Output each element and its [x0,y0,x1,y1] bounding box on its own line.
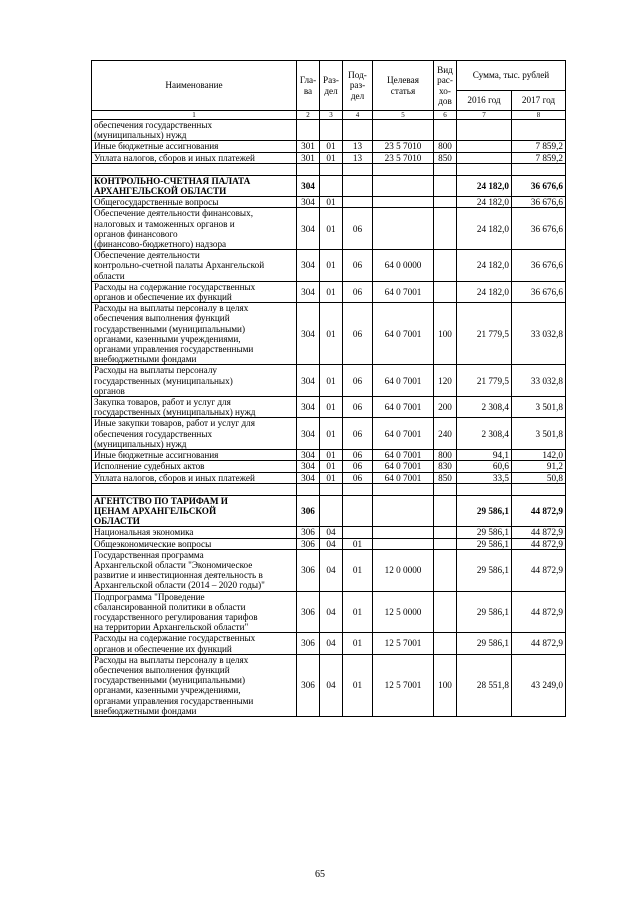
cell-section: 04 [320,591,343,633]
cell-target-article: 12 0 0000 [373,549,434,591]
cell-expense-type [434,175,457,196]
cell-sum-2017: 44 872,9 [512,591,566,633]
table-body [92,120,566,717]
cell-sum-2016: 21 779,5 [457,303,512,365]
cell-sum-2016: 33,5 [457,472,512,483]
spacer-cell [373,483,434,495]
cell-subsection [343,120,373,141]
cell-chapter: 306 [297,527,320,538]
cell-name: обеспечения государственных (муниципальных) нужд [92,120,297,141]
cell-chapter: 304 [297,281,320,302]
cell-sum-2016: 60,6 [457,461,512,472]
cell-target-article: 64 0 7001 [373,397,434,418]
cell-expense-type: 800 [434,450,457,461]
cell-target-article [373,175,434,196]
spacer-cell [343,483,373,495]
cell-expense-type [434,633,457,654]
table-row [92,450,566,461]
section-header-row [92,495,566,527]
table-row [92,120,566,141]
cell-target-article [373,208,434,250]
column-number: 3 [320,111,343,120]
cell-chapter: 304 [297,418,320,450]
cell-section: 01 [320,152,343,163]
cell-chapter: 304 [297,365,320,397]
cell-sum-2017: 50,8 [512,472,566,483]
cell-target-article [373,538,434,549]
cell-expense-type: 200 [434,397,457,418]
cell-section [320,120,343,141]
cell-target-article: 64 0 7001 [373,461,434,472]
spacer-row [92,483,566,495]
table-row [92,538,566,549]
cell-expense-type [434,197,457,208]
cell-subsection: 06 [343,303,373,365]
cell-expense-type [434,120,457,141]
cell-sum-2017: 7 859,2 [512,141,566,152]
cell-target-article [373,527,434,538]
header-expense-type: Вид рас- хо- дов [434,61,457,111]
cell-name: Иные бюджетные ассигнования [92,450,297,461]
cell-name: Расходы на содержание государственных органов и обеспечение их функций [92,281,297,302]
cell-expense-type: 850 [434,472,457,483]
cell-subsection: 01 [343,591,373,633]
cell-expense-type [434,538,457,549]
spacer-cell [457,163,512,175]
cell-sum-2016: 21 779,5 [457,365,512,397]
column-number: 8 [512,111,566,120]
cell-subsection [343,175,373,196]
cell-target-article: 23 5 7010 [373,141,434,152]
cell-name: Уплата налогов, сборов и иных платежей [92,472,297,483]
cell-section: 01 [320,208,343,250]
table-header [92,61,566,120]
cell-sum-2017: 3 501,8 [512,397,566,418]
cell-name: Закупка товаров, работ и услуг для государственных (муниципальных) нужд [92,397,297,418]
cell-sum-2017: 33 032,8 [512,303,566,365]
cell-expense-type [434,208,457,250]
cell-subsection: 06 [343,418,373,450]
cell-sum-2016: 24 182,0 [457,281,512,302]
spacer-cell [92,163,297,175]
header-year-2017: 2017 год [512,91,566,111]
cell-chapter: 304 [297,197,320,208]
cell-sum-2017: 43 249,0 [512,654,566,716]
cell-target-article [373,197,434,208]
cell-section: 01 [320,365,343,397]
cell-section: 01 [320,472,343,483]
cell-sum-2016 [457,141,512,152]
cell-target-article: 64 0 7001 [373,418,434,450]
cell-sum-2017: 44 872,9 [512,538,566,549]
table-row [92,281,566,302]
cell-chapter: 306 [297,654,320,716]
column-number-row [92,111,566,120]
table-row [92,418,566,450]
cell-name: АГЕНТСТВО ПО ТАРИФАМ И ЦЕНАМ АРХАНГЕЛЬСКОЙ ОБЛАСТИ [92,495,297,527]
cell-target-article: 64 0 7001 [373,472,434,483]
cell-expense-type: 120 [434,365,457,397]
cell-name: Обеспечение деятельности финансовых, налоговых и таможенных органов и органов финансового (финансово-бюджетного) надзора [92,208,297,250]
cell-chapter: 304 [297,472,320,483]
cell-expense-type: 100 [434,303,457,365]
cell-section: 01 [320,450,343,461]
cell-name: Иные бюджетные ассигнования [92,141,297,152]
cell-subsection: 06 [343,281,373,302]
table-row [92,152,566,163]
cell-expense-type [434,281,457,302]
cell-section: 01 [320,281,343,302]
cell-expense-type [434,591,457,633]
cell-chapter: 306 [297,495,320,527]
cell-chapter: 304 [297,461,320,472]
header-year-2016: 2016 год [457,91,512,111]
cell-expense-type [434,527,457,538]
spacer-cell [373,163,434,175]
header-target-article: Целевая статья [373,61,434,111]
cell-sum-2016: 29 586,1 [457,549,512,591]
cell-name: Государственная программа Архангельской области "Экономическое развитие и инвестиционная деятельность в Архангельской области (2014 – 2020 годы)" [92,549,297,591]
header-subsection: Под- раз- дел [343,61,373,111]
cell-subsection: 06 [343,250,373,282]
cell-sum-2017: 36 676,6 [512,208,566,250]
cell-sum-2017: 33 032,8 [512,365,566,397]
cell-sum-2017: 36 676,6 [512,197,566,208]
spacer-row [92,163,566,175]
cell-sum-2016: 24 182,0 [457,208,512,250]
cell-name: Расходы на выплаты персоналу государственных (муниципальных) органов [92,365,297,397]
cell-sum-2017: 36 676,6 [512,250,566,282]
cell-name: Иные закупки товаров, работ и услуг для обеспечения государственных (муниципальных) нужд [92,418,297,450]
column-number: 1 [92,111,297,120]
column-number: 5 [373,111,434,120]
spacer-cell [297,483,320,495]
cell-name: Общегосударственные вопросы [92,197,297,208]
cell-sum-2016: 2 308,4 [457,418,512,450]
table-row [92,197,566,208]
cell-sum-2017: 3 501,8 [512,418,566,450]
cell-chapter: 304 [297,175,320,196]
cell-subsection: 06 [343,397,373,418]
spacer-cell [434,483,457,495]
cell-sum-2016: 94,1 [457,450,512,461]
spacer-cell [297,163,320,175]
table-row [92,549,566,591]
cell-sum-2017: 7 859,2 [512,152,566,163]
cell-section [320,495,343,527]
cell-section: 01 [320,197,343,208]
cell-chapter: 304 [297,250,320,282]
table-row [92,591,566,633]
cell-sum-2017: 44 872,9 [512,549,566,591]
cell-sum-2017: 36 676,6 [512,175,566,196]
cell-sum-2016 [457,120,512,141]
cell-name: Национальная экономика [92,527,297,538]
cell-chapter: 304 [297,450,320,461]
page-number: 65 [315,869,325,880]
table-row [92,208,566,250]
cell-name: Обеспечение деятельности контрольно-счетной палаты Архангельской области [92,250,297,282]
cell-subsection: 06 [343,472,373,483]
cell-section: 01 [320,303,343,365]
cell-expense-type: 830 [434,461,457,472]
spacer-cell [512,483,566,495]
cell-subsection: 06 [343,461,373,472]
cell-section: 04 [320,633,343,654]
cell-section: 04 [320,654,343,716]
cell-name: Исполнение судебных актов [92,461,297,472]
cell-sum-2017: 36 676,6 [512,281,566,302]
spacer-cell [512,163,566,175]
cell-subsection: 13 [343,152,373,163]
spacer-cell [343,163,373,175]
spacer-cell [434,163,457,175]
cell-section: 04 [320,549,343,591]
cell-sum-2016: 24 182,0 [457,197,512,208]
cell-target-article [373,120,434,141]
budget-table [91,60,566,717]
header-chapter: Гла- ва [297,61,320,111]
cell-target-article: 64 0 7001 [373,281,434,302]
cell-sum-2016: 24 182,0 [457,250,512,282]
cell-name: Подпрограмма "Проведение сбалансированной политики в области государственного регулирования тарифов на территории Архангельской области" [92,591,297,633]
column-number: 2 [297,111,320,120]
table-row [92,461,566,472]
table-row [92,303,566,365]
cell-target-article: 12 5 0000 [373,591,434,633]
cell-expense-type: 100 [434,654,457,716]
spacer-cell [320,483,343,495]
cell-subsection: 01 [343,549,373,591]
cell-chapter: 301 [297,141,320,152]
cell-target-article: 12 5 7001 [373,654,434,716]
cell-subsection [343,197,373,208]
cell-target-article: 23 5 7010 [373,152,434,163]
cell-subsection: 13 [343,141,373,152]
cell-expense-type [434,495,457,527]
cell-section: 04 [320,538,343,549]
cell-chapter: 304 [297,208,320,250]
cell-sum-2016: 29 586,1 [457,527,512,538]
table-row [92,654,566,716]
cell-target-article: 64 0 7001 [373,450,434,461]
cell-sum-2017: 44 872,9 [512,527,566,538]
cell-target-article: 64 0 7001 [373,365,434,397]
cell-target-article: 64 0 7001 [373,303,434,365]
cell-section: 01 [320,141,343,152]
cell-chapter: 304 [297,397,320,418]
cell-sum-2016: 29 586,1 [457,538,512,549]
cell-sum-2017: 44 872,9 [512,633,566,654]
cell-name: Расходы на выплаты персоналу в целях обеспечения выполнения функций государственными (муниципальными) органами, казенными учреждениями, органами управления государственными внебюджетными фондами [92,654,297,716]
cell-subsection: 06 [343,365,373,397]
cell-sum-2017: 142,0 [512,450,566,461]
cell-chapter [297,120,320,141]
cell-section: 01 [320,418,343,450]
cell-sum-2016: 29 586,1 [457,633,512,654]
spacer-cell [457,483,512,495]
cell-subsection [343,495,373,527]
cell-section: 01 [320,250,343,282]
cell-expense-type: 800 [434,141,457,152]
cell-section: 01 [320,397,343,418]
cell-chapter: 306 [297,633,320,654]
cell-subsection: 01 [343,538,373,549]
header-name: Наименование [92,61,297,111]
cell-sum-2016: 29 586,1 [457,495,512,527]
column-number: 4 [343,111,373,120]
cell-section: 04 [320,527,343,538]
cell-section [320,175,343,196]
column-number: 7 [457,111,512,120]
table-row [92,365,566,397]
section-header-row [92,175,566,196]
cell-subsection [343,527,373,538]
cell-name: Уплата налогов, сборов и иных платежей [92,152,297,163]
table-row [92,397,566,418]
table-row [92,472,566,483]
cell-section: 01 [320,461,343,472]
cell-chapter: 301 [297,152,320,163]
spacer-cell [320,163,343,175]
cell-target-article [373,495,434,527]
cell-chapter: 306 [297,549,320,591]
cell-sum-2016: 28 551,8 [457,654,512,716]
cell-expense-type: 240 [434,418,457,450]
cell-expense-type: 850 [434,152,457,163]
cell-expense-type [434,549,457,591]
spacer-cell [92,483,297,495]
cell-sum-2016 [457,152,512,163]
cell-subsection: 06 [343,208,373,250]
cell-expense-type [434,250,457,282]
cell-sum-2017: 91,2 [512,461,566,472]
table-row [92,250,566,282]
header-sum: Сумма, тыс. рублей [457,61,566,91]
column-number: 6 [434,111,457,120]
cell-sum-2016: 29 586,1 [457,591,512,633]
header-section: Раз- дел [320,61,343,111]
cell-sum-2016: 24 182,0 [457,175,512,196]
cell-name: КОНТРОЛЬНО-СЧЕТНАЯ ПАЛАТА АРХАНГЕЛЬСКОЙ ОБЛАСТИ [92,175,297,196]
table-row [92,633,566,654]
table-row [92,141,566,152]
cell-name: Общеэкономические вопросы [92,538,297,549]
cell-target-article: 12 5 7001 [373,633,434,654]
cell-sum-2016: 2 308,4 [457,397,512,418]
cell-sum-2017: 44 872,9 [512,495,566,527]
cell-subsection: 01 [343,654,373,716]
cell-chapter: 304 [297,303,320,365]
budget-table-page [91,60,565,717]
cell-name: Расходы на выплаты персоналу в целях обеспечения выполнения функций государственными (муниципальными) органами, казенными учреждениями, органами управления государственными внебюджетными фондами [92,303,297,365]
cell-subsection: 06 [343,450,373,461]
cell-chapter: 306 [297,538,320,549]
cell-chapter: 306 [297,591,320,633]
cell-target-article: 64 0 0000 [373,250,434,282]
cell-subsection: 01 [343,633,373,654]
table-row [92,527,566,538]
cell-sum-2017 [512,120,566,141]
cell-name: Расходы на содержание государственных органов и обеспечение их функций [92,633,297,654]
